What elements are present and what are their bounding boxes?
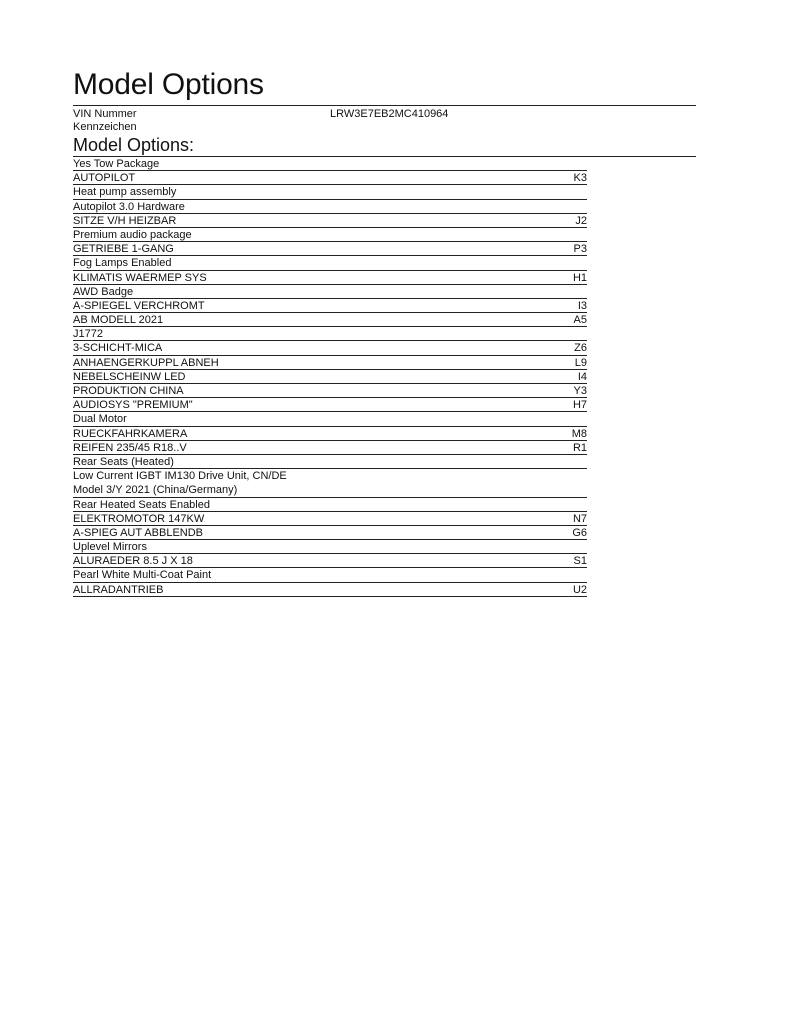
option-code: G6 <box>572 526 587 539</box>
page-title: Model Options <box>73 68 264 101</box>
option-row <box>73 568 587 582</box>
option-row <box>73 540 587 554</box>
option-row <box>73 526 587 540</box>
option-code: R1 <box>572 441 587 454</box>
options-list <box>73 157 587 597</box>
option-row <box>73 214 587 228</box>
option-code: S1 <box>573 555 587 568</box>
option-label: KLIMATIS WAERMEP SYS <box>73 271 207 284</box>
vin-value: LRW3E7EB2MC410964 <box>330 108 449 120</box>
option-row <box>73 483 587 497</box>
option-row <box>73 299 587 313</box>
option-code: H7 <box>572 399 587 412</box>
option-code: H1 <box>572 271 587 284</box>
option-row <box>73 384 587 398</box>
option-row <box>73 242 587 256</box>
option-label: J1772 <box>73 328 103 341</box>
option-row <box>73 455 587 469</box>
option-code: J2 <box>575 214 587 227</box>
option-row <box>73 271 587 285</box>
option-label: Rear Seats (Heated) <box>73 455 174 468</box>
option-row <box>73 441 587 455</box>
plate-label: Kennzeichen <box>73 121 137 133</box>
option-label: Yes Tow Package <box>73 158 160 170</box>
option-label: Model 3/Y 2021 (China/Germany) <box>73 484 238 497</box>
title-divider <box>73 105 696 106</box>
option-row <box>73 200 587 214</box>
option-row <box>73 313 587 327</box>
option-row <box>73 171 587 185</box>
option-row <box>73 356 587 370</box>
option-label: ALURAEDER 8.5 J X 18 <box>73 555 193 568</box>
option-label: 3-SCHICHT-MICA <box>73 342 163 355</box>
option-code: A5 <box>573 314 587 327</box>
option-label: A-SPIEGEL VERCHROMT <box>73 299 205 312</box>
option-label: ELEKTROMOTOR 147KW <box>73 512 205 525</box>
option-label: Premium audio package <box>73 228 192 241</box>
option-label: AWD Badge <box>73 285 134 298</box>
vin-label: VIN Nummer <box>73 108 137 120</box>
option-label: Pearl White Multi-Coat Paint <box>73 569 212 582</box>
option-label: AUTOPILOT <box>73 172 136 185</box>
option-label: Low Current IGBT IM130 Drive Unit, CN/DE <box>73 470 287 483</box>
option-label: ALLRADANTRIEB <box>73 583 164 596</box>
option-label: Uplevel Mirrors <box>73 541 147 554</box>
option-row <box>73 327 587 341</box>
option-row <box>73 412 587 426</box>
option-label: RUECKFAHRKAMERA <box>73 427 188 440</box>
option-label: Rear Heated Seats Enabled <box>73 498 210 511</box>
option-code: Y3 <box>573 385 587 397</box>
option-code: N7 <box>572 512 587 525</box>
option-label: A-SPIEG AUT ABBLENDB <box>73 526 204 539</box>
option-row <box>73 469 587 483</box>
option-row <box>73 185 587 199</box>
option-code: I3 <box>577 299 587 312</box>
option-label: GETRIEBE 1-GANG <box>73 243 174 256</box>
option-row <box>73 285 587 299</box>
option-label: AB MODELL 2021 <box>73 314 164 327</box>
section-title: Model Options: <box>73 135 195 155</box>
option-row <box>73 498 587 512</box>
option-row <box>73 370 587 384</box>
option-label: PRODUKTION CHINA <box>73 385 184 397</box>
option-code: M8 <box>571 427 587 440</box>
option-label: Dual Motor <box>73 413 127 426</box>
option-label: Heat pump assembly <box>73 186 177 199</box>
option-code: P3 <box>573 243 587 256</box>
option-row <box>73 427 587 441</box>
option-row <box>73 583 587 597</box>
option-row <box>73 157 587 171</box>
option-label: AUDIOSYS "PREMIUM" <box>73 399 193 412</box>
option-label: Fog Lamps Enabled <box>73 257 172 270</box>
option-code: U2 <box>572 583 587 596</box>
option-code: Z6 <box>574 342 587 355</box>
option-label: NEBELSCHEINW LED <box>73 370 186 383</box>
option-label: ANHAENGERKUPPL ABNEH <box>73 356 219 369</box>
option-row <box>73 256 587 270</box>
option-label: Autopilot 3.0 Hardware <box>73 200 185 213</box>
option-code: K3 <box>573 172 587 185</box>
option-row <box>73 512 587 526</box>
option-label: SITZE V/H HEIZBAR <box>73 214 177 227</box>
option-row <box>73 554 587 568</box>
option-code: I4 <box>577 370 587 383</box>
option-row <box>73 341 587 355</box>
option-code: L9 <box>574 356 587 369</box>
option-label: REIFEN 235/45 R18..V <box>73 441 187 454</box>
option-row <box>73 398 587 412</box>
option-row <box>73 228 587 242</box>
